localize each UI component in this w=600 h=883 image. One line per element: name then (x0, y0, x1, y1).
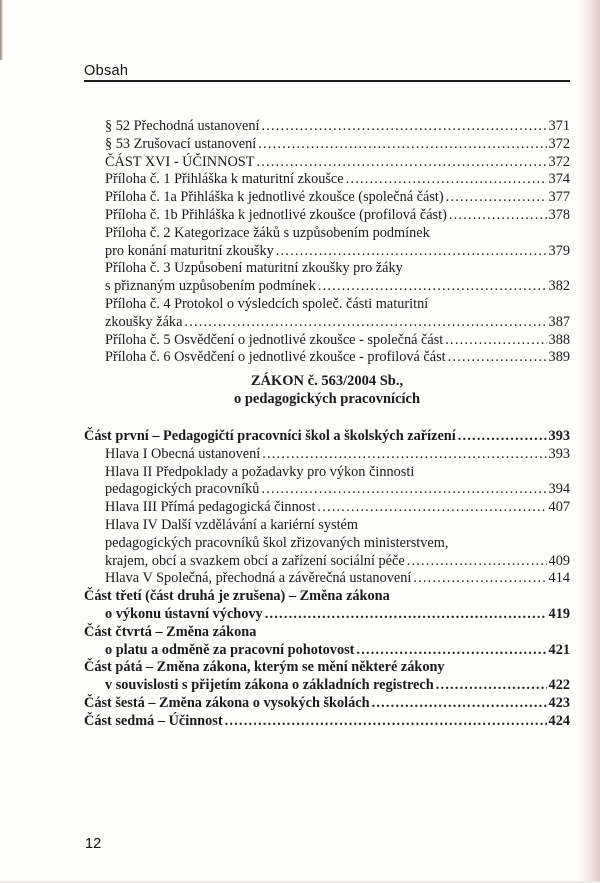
page-ref: 371 (548, 118, 570, 134)
toc-entry[interactable]: Příloha č. 6 Osvědčení o jednotlivé zkoušce - profilová část ..... 389 (105, 349, 570, 367)
law-title: ZÁKON č. 563/2004 Sb., (250, 373, 404, 389)
page-ref: 421 (548, 641, 570, 658)
toc-part-entry[interactable]: Část čtvrtá – Změna zákona o platu a odměně za pracovní pohotovost ..... 421 (84, 624, 570, 660)
page-ref: 424 (548, 712, 570, 729)
page-ref: 393 (548, 445, 570, 462)
toc-part-entry[interactable]: Část první – Pedagogičtí pracovníci škol a školských zařízení ..... 393 (84, 428, 570, 446)
toc-part-entry[interactable]: Část šestá – Změna zákona o vysokých školách ..... 423 (84, 695, 570, 713)
page-ref: 419 (548, 605, 570, 622)
page-ref: 394 (548, 481, 570, 498)
toc-entry[interactable]: § 52 Přechodná ustanovení ..... 371 (105, 118, 570, 136)
toc-entry[interactable]: Příloha č. 4 Protokol o výsledcích společ. části maturitní zkoušky žáka ..... 387 (105, 296, 570, 332)
page-ref: 379 (548, 242, 570, 259)
header-rule (84, 80, 570, 82)
toc-entry[interactable]: Příloha č. 1b Přihláška k jednotlivé zkoušce (profilová část) ..... 378 (105, 207, 570, 225)
toc-part-entry[interactable]: Část pátá – Změna zákona, kterým se mění některé zákony v souvislosti s přijetím zákona o základních registrech ..... 422 (84, 659, 570, 695)
page-ref: 388 (548, 331, 570, 348)
page-ref: 372 (548, 153, 570, 170)
toc-entry[interactable]: Příloha č. 1 Přihláška k maturitní zkoušce ..... 374 (105, 171, 570, 189)
page-ref: 372 (548, 135, 570, 152)
page-ref: 378 (548, 206, 570, 223)
page-ref: 414 (548, 570, 570, 587)
toc-entry[interactable]: § 53 Zrušovací ustanovení ..... 372 (105, 136, 570, 154)
toc-entry[interactable]: ČÁST XVI - ÚČINNOST ..... 372 (105, 154, 570, 172)
toc-entry[interactable]: Příloha č. 3 Uzpůsobení maturitní zkoušky pro žáky s přiznaným uzpůsobením podmínek ..... 382 (105, 260, 570, 296)
page-ref: 377 (548, 189, 570, 206)
page-ref: 423 (548, 694, 570, 711)
toc-entry[interactable]: Hlava III Přímá pedagogická činnost ..... 407 (84, 499, 570, 517)
toc-part-entry[interactable]: Část třetí (část druhá je zrušena) – Změna zákona o výkonu ústavní výchovy ..... 419 (84, 588, 570, 624)
toc-part-entry[interactable]: Část sedmá – Účinnost ..... 424 (84, 713, 570, 731)
law-subtitle: o pedagogických pracovnících (233, 391, 421, 407)
scan-edge-right (578, 0, 600, 883)
page-number: 12 (85, 836, 102, 852)
scan-edge-left (0, 0, 3, 60)
toc-entry[interactable]: Hlava IV Další vzdělávání a kariérní systém pedagogických pracovníků škol zřizovaných ministerstvem, krajem, obcí a svazkem obcí a zařízení sociální péče ..... 409 (84, 517, 570, 570)
toc-entry[interactable]: Příloha č. 5 Osvědčení o jednotlivé zkoušce - společná část ..... 388 (105, 332, 570, 350)
page-ref: 393 (548, 428, 570, 444)
page-ref: 387 (548, 313, 570, 330)
page-ref: 374 (548, 171, 570, 188)
running-header (84, 62, 490, 80)
toc-entry[interactable]: Příloha č. 2 Kategorizace žáků s uzpůsobením podmínek pro konání maturitní zkoušky ..... 379 (105, 225, 570, 261)
toc-entry[interactable]: Příloha č. 1a Přihláška k jednotlivé zkoušce (společná část) ..... 377 (105, 189, 570, 207)
page-ref: 407 (548, 499, 570, 516)
header-title: Obsah (84, 63, 129, 79)
toc-entry[interactable]: Hlava V Společná, přechodná a závěrečná ustanovení ..... 414 (84, 570, 570, 588)
page-ref: 382 (548, 278, 570, 295)
toc-entry[interactable]: Hlava I Obecná ustanovení ..... 393 (84, 446, 570, 464)
page-ref: 409 (548, 552, 570, 569)
page-ref: 422 (548, 677, 570, 694)
page-ref: 389 (548, 349, 570, 366)
toc-entry[interactable]: Hlava II Předpoklady a požadavky pro výkon činnosti pedagogických pracovníků ..... 394 (84, 464, 570, 500)
toc-section-previous-law (84, 118, 570, 367)
toc-section-law-563-2004 (84, 428, 570, 731)
